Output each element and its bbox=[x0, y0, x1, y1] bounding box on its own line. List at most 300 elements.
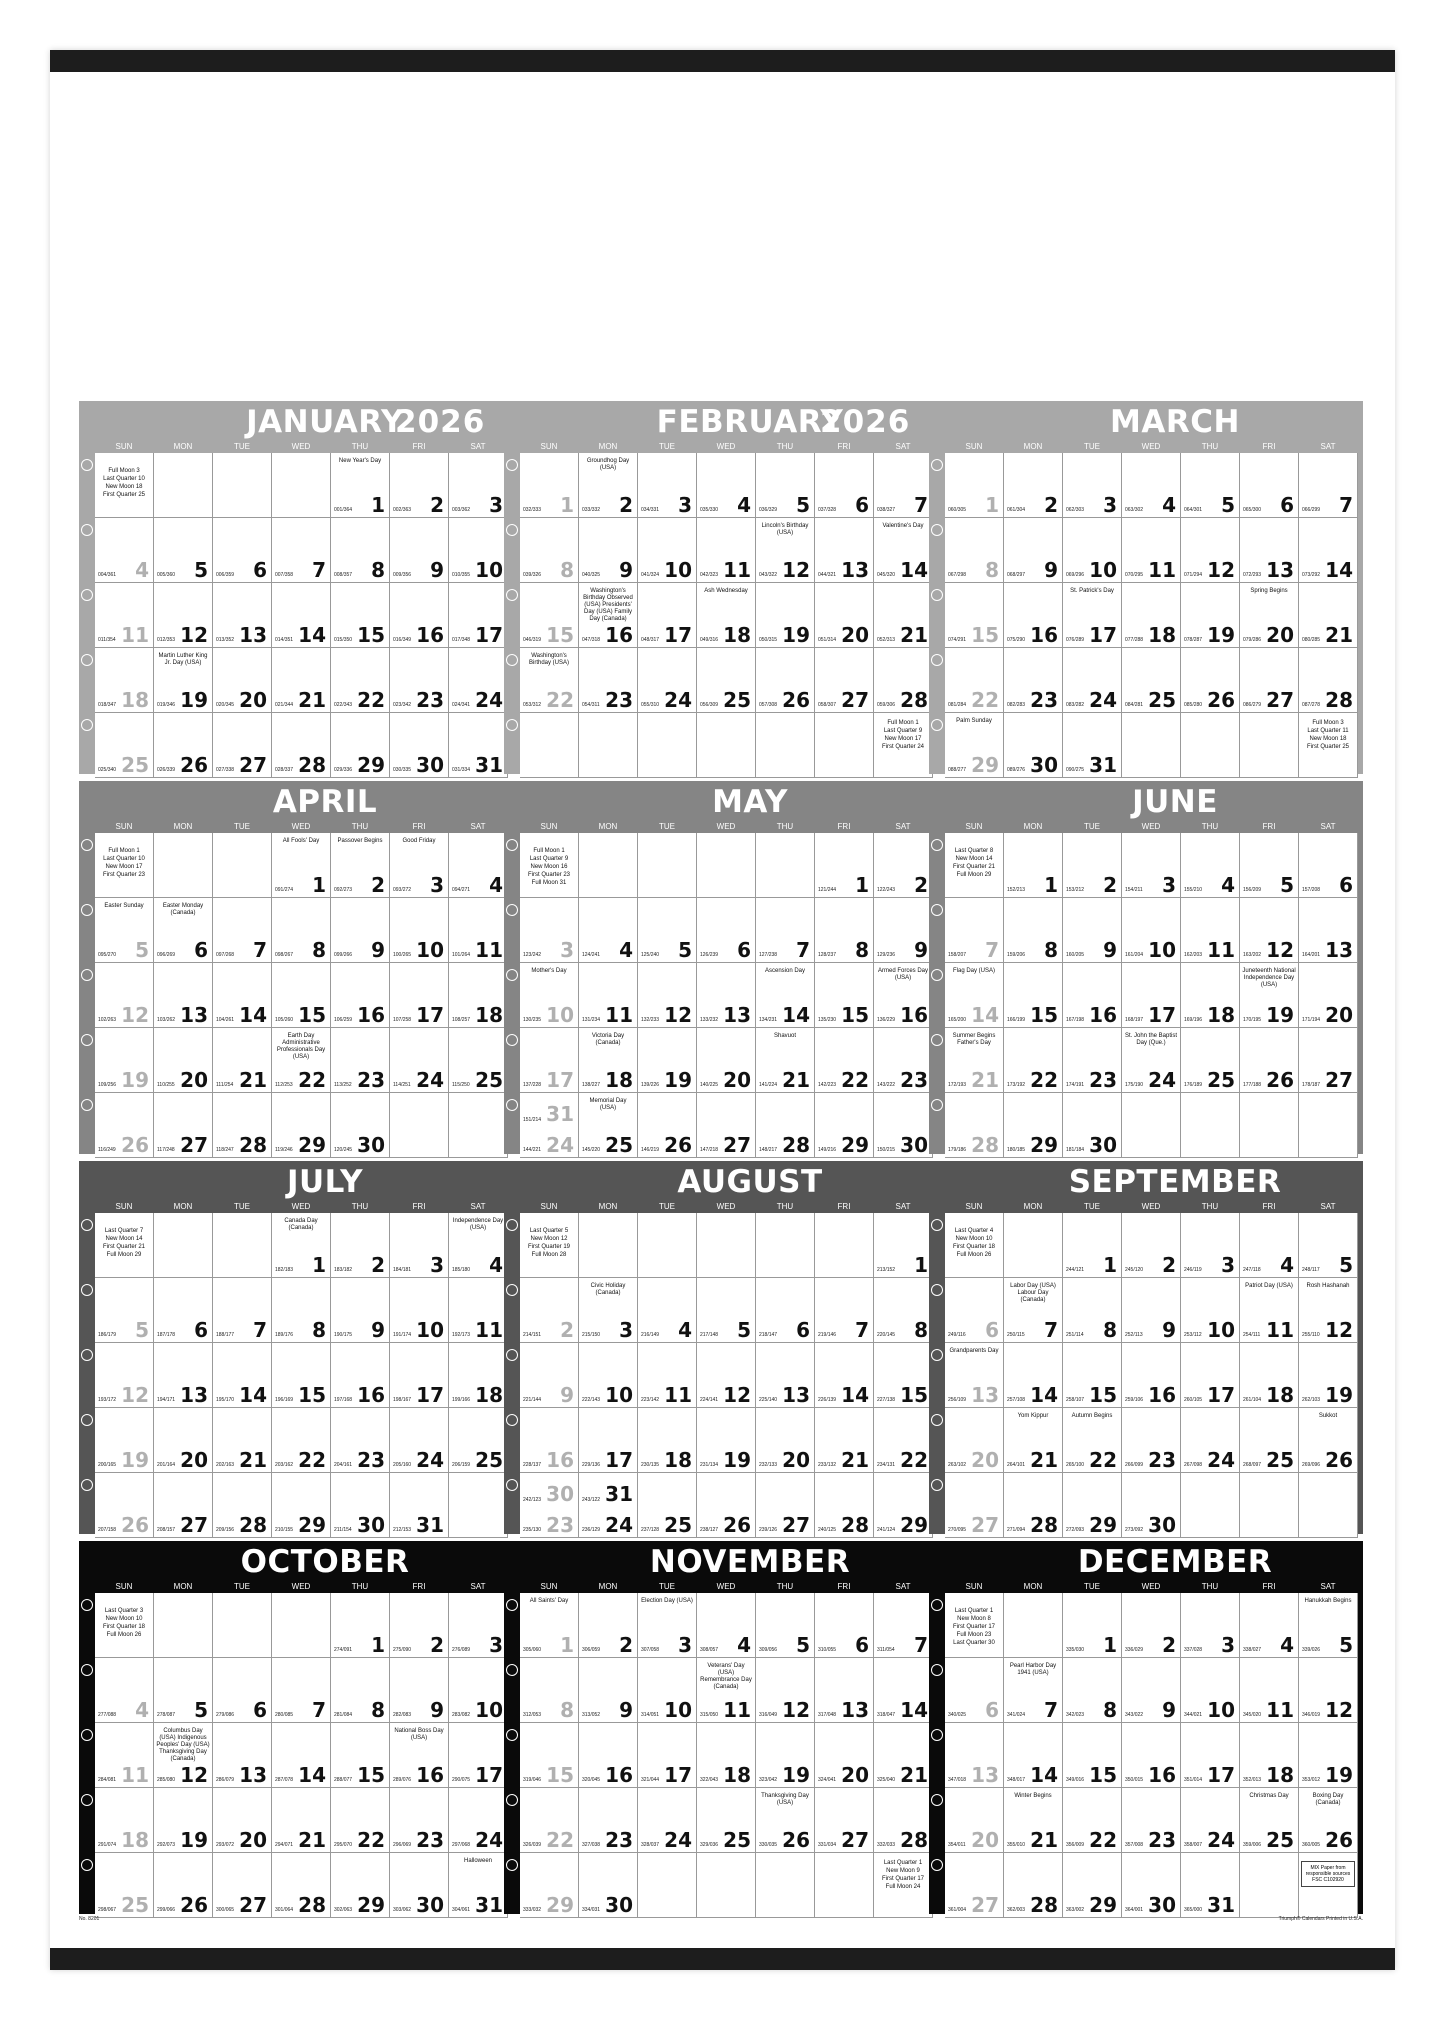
day-of-year: 166/199 bbox=[1007, 1017, 1026, 1023]
day-cell bbox=[874, 1853, 933, 1918]
day-of-year: 168/197 bbox=[1125, 1017, 1144, 1023]
day-cell bbox=[638, 518, 697, 583]
binding-hole-icon bbox=[506, 654, 518, 666]
day-of-year: 007/358 bbox=[275, 572, 294, 578]
day-number: 2 bbox=[914, 873, 928, 897]
day-cell bbox=[520, 1408, 579, 1473]
day-of-year: 111/254 bbox=[216, 1082, 234, 1088]
day-number: 10 bbox=[475, 558, 503, 582]
day-of-year: 353/012 bbox=[1302, 1777, 1321, 1783]
year-grid bbox=[79, 401, 1363, 1922]
holiday-label: St. Patrick's Day bbox=[1070, 588, 1114, 594]
day-of-year: 152/213 bbox=[1007, 887, 1026, 893]
day-of-year: 331/034 bbox=[818, 1842, 837, 1848]
month-title: MAY bbox=[712, 784, 788, 820]
day-of-year: 009/356 bbox=[393, 572, 412, 578]
day-number: 8 bbox=[1044, 938, 1058, 962]
day-cell bbox=[390, 1093, 449, 1158]
day-cell bbox=[1004, 1093, 1063, 1158]
spine-strip bbox=[79, 833, 95, 1154]
day-cell bbox=[95, 1723, 154, 1788]
day-cell bbox=[390, 1723, 449, 1788]
day-of-year: 177/188 bbox=[1243, 1082, 1262, 1088]
day-of-year: 117/248 bbox=[157, 1147, 175, 1153]
holiday-label: Washington's Birthday (USA) bbox=[528, 653, 569, 666]
day-number: 16 bbox=[416, 1763, 444, 1787]
day-of-year: 005/360 bbox=[157, 572, 176, 578]
day-of-year: 026/339 bbox=[157, 767, 176, 773]
holiday-label: Mother's Day bbox=[531, 968, 567, 974]
holiday-label: All Fools' Day bbox=[282, 838, 320, 844]
day-cell bbox=[815, 833, 874, 898]
moon-phases: Last Quarter 3 New Moon 10 First Quarter 18 Full Moon 26 bbox=[102, 1608, 145, 1638]
day-cell bbox=[95, 1853, 154, 1918]
day-number: 9 bbox=[1162, 1318, 1176, 1342]
day-of-year: 320/045 bbox=[582, 1777, 601, 1783]
day-of-year: 031/334 bbox=[452, 767, 471, 773]
day-cell bbox=[154, 1853, 213, 1918]
day-cell bbox=[815, 453, 874, 518]
day-cell bbox=[1122, 1473, 1181, 1538]
day-of-year: 318/047 bbox=[877, 1712, 896, 1718]
day-number: 22 bbox=[546, 688, 574, 712]
holiday-label: New Year's Day bbox=[338, 458, 382, 464]
day-cell bbox=[1240, 1278, 1299, 1343]
month-title: MARCH bbox=[1110, 404, 1240, 440]
day-cell bbox=[1299, 963, 1358, 1028]
day-of-year: 129/236 bbox=[877, 952, 896, 958]
day-of-year: 104/261 bbox=[216, 1017, 235, 1023]
binding-hole-icon bbox=[506, 839, 518, 851]
day-cell bbox=[638, 1788, 697, 1853]
holiday-label: Victoria Day (Canada) bbox=[591, 1033, 625, 1046]
day-cell bbox=[815, 1093, 874, 1158]
day-cell bbox=[1063, 1093, 1122, 1158]
day-cell bbox=[449, 1408, 508, 1473]
year-label: 2026 bbox=[395, 404, 486, 440]
moon-phases: Last Quarter 8 New Moon 14 First Quarter 21 Full Moon 29 bbox=[952, 848, 995, 878]
day-cell bbox=[945, 1343, 1004, 1408]
day-of-year: 018/347 bbox=[98, 702, 117, 708]
day-number: 20 bbox=[782, 1448, 810, 1472]
day-of-year: 006/359 bbox=[216, 572, 235, 578]
day-number: 2 bbox=[371, 1253, 385, 1277]
holiday-label: Easter Monday (Canada) bbox=[162, 903, 204, 916]
day-of-year: 226/139 bbox=[818, 1397, 837, 1403]
weekday-label: THU bbox=[1201, 822, 1219, 831]
day-of-year: 283/082 bbox=[452, 1712, 471, 1718]
spine-strip bbox=[504, 1593, 520, 1914]
holiday-label: Pearl Harbor Day 1941 (USA) bbox=[1009, 1663, 1057, 1676]
day-number: 5 bbox=[135, 1318, 149, 1342]
day-cell bbox=[1181, 963, 1240, 1028]
day-number: 1 bbox=[914, 1253, 928, 1277]
day-of-year: 145/220 bbox=[582, 1147, 601, 1153]
day-of-year: 343/022 bbox=[1125, 1712, 1144, 1718]
binding-hole-icon bbox=[931, 1859, 943, 1871]
day-number: 6 bbox=[253, 1698, 267, 1722]
day-of-year: 358/007 bbox=[1184, 1842, 1203, 1848]
weekday-label: THU bbox=[351, 1202, 369, 1211]
day-cell bbox=[1181, 583, 1240, 648]
binding-hole-icon bbox=[506, 1729, 518, 1741]
day-number: 2 bbox=[1103, 873, 1117, 897]
day-cell bbox=[1063, 1343, 1122, 1408]
day-cell bbox=[95, 453, 154, 518]
day-number: 15 bbox=[971, 623, 999, 647]
day-number: 1 bbox=[1044, 873, 1058, 897]
weekday-label: MON bbox=[1023, 442, 1043, 451]
day-of-year: 235/130 bbox=[523, 1527, 542, 1533]
day-number: 13 bbox=[971, 1383, 999, 1407]
day-of-year: 321/044 bbox=[641, 1777, 660, 1783]
day-cell bbox=[154, 713, 213, 778]
day-cell bbox=[331, 1853, 390, 1918]
day-cell bbox=[638, 453, 697, 518]
day-of-year: 169/196 bbox=[1184, 1017, 1203, 1023]
weekday-label: MON bbox=[598, 1202, 618, 1211]
day-number: 18 bbox=[1266, 1383, 1294, 1407]
day-cell bbox=[1004, 1658, 1063, 1723]
day-of-year: 255/110 bbox=[1302, 1332, 1320, 1338]
month-calendar bbox=[95, 833, 504, 1157]
day-number: 1 bbox=[560, 493, 574, 517]
day-cell bbox=[1181, 1408, 1240, 1473]
day-cell bbox=[945, 1853, 1004, 1918]
day-number: 21 bbox=[971, 1068, 999, 1092]
day-of-year: 352/013 bbox=[1243, 1777, 1262, 1783]
day-cell bbox=[1240, 648, 1299, 713]
day-cell bbox=[1299, 1593, 1358, 1658]
weekday-label: SAT bbox=[895, 822, 911, 831]
day-cell bbox=[874, 833, 933, 898]
spine-strip bbox=[929, 833, 945, 1154]
day-of-year: 322/043 bbox=[700, 1777, 719, 1783]
day-cell bbox=[1240, 1593, 1299, 1658]
day-cell bbox=[815, 1593, 874, 1658]
day-of-year: 355/010 bbox=[1007, 1842, 1026, 1848]
day-cell bbox=[815, 1343, 874, 1408]
day-cell bbox=[520, 583, 579, 648]
day-cell bbox=[756, 1213, 815, 1278]
day-number: 29 bbox=[357, 753, 385, 777]
day-cell bbox=[815, 1658, 874, 1723]
day-cell bbox=[1063, 963, 1122, 1028]
day-number: 30 bbox=[1148, 1893, 1176, 1917]
day-cell bbox=[1181, 1788, 1240, 1853]
day-of-year: 070/295 bbox=[1125, 572, 1144, 578]
day-number: 6 bbox=[194, 938, 208, 962]
day-cell bbox=[638, 898, 697, 963]
day-number: 21 bbox=[782, 1068, 810, 1092]
weekday-label: SAT bbox=[470, 442, 486, 451]
day-of-year: 014/351 bbox=[275, 637, 294, 643]
day-number: 9 bbox=[371, 938, 385, 962]
day-number: 19 bbox=[1266, 1003, 1294, 1027]
holiday-label: All Saints' Day bbox=[529, 1598, 569, 1604]
day-cell bbox=[1122, 1593, 1181, 1658]
day-of-year: 055/310 bbox=[641, 702, 660, 708]
day-number: 23 bbox=[416, 688, 444, 712]
day-number: 3 bbox=[619, 1318, 633, 1342]
day-number: 30 bbox=[1030, 753, 1058, 777]
day-number: 22 bbox=[900, 1448, 928, 1472]
day-of-year: 034/331 bbox=[641, 507, 660, 513]
day-number: 7 bbox=[914, 493, 928, 517]
day-of-year: 113/252 bbox=[334, 1082, 352, 1088]
weekday-label: SUN bbox=[965, 442, 983, 451]
day-cell bbox=[815, 1473, 874, 1538]
day-of-year: 062/303 bbox=[1066, 507, 1085, 513]
month-title: AUGUST bbox=[677, 1164, 823, 1200]
day-of-year: 131/234 bbox=[582, 1017, 601, 1023]
day-of-year: 342/023 bbox=[1066, 1712, 1085, 1718]
day-cell bbox=[390, 1343, 449, 1408]
day-cell bbox=[638, 1473, 697, 1538]
binding-hole-icon bbox=[81, 1794, 93, 1806]
day-cell bbox=[579, 518, 638, 583]
day-number: 14 bbox=[1325, 558, 1353, 582]
day-of-year: 214/151 bbox=[523, 1332, 542, 1338]
day-number: 19 bbox=[1325, 1763, 1353, 1787]
day-number: 8 bbox=[312, 1318, 326, 1342]
day-of-year: 210/155 bbox=[275, 1527, 294, 1533]
day-cell bbox=[1004, 1473, 1063, 1538]
day-number: 9 bbox=[1103, 938, 1117, 962]
day-of-year: 297/068 bbox=[452, 1842, 471, 1848]
day-of-year: 330/035 bbox=[759, 1842, 778, 1848]
day-of-year: 033/332 bbox=[582, 507, 601, 513]
month-title: JANUARY bbox=[246, 404, 404, 440]
day-of-year: 346/019 bbox=[1302, 1712, 1321, 1718]
day-cell bbox=[272, 453, 331, 518]
spine-strip bbox=[79, 1593, 95, 1914]
day-of-year: 280/085 bbox=[275, 1712, 294, 1718]
weekday-label: TUE bbox=[659, 442, 675, 451]
day-of-year: 053/312 bbox=[523, 702, 542, 708]
day-cell bbox=[874, 453, 933, 518]
weekday-label: FRI bbox=[412, 1582, 426, 1591]
day-cell bbox=[1122, 1788, 1181, 1853]
day-cell bbox=[697, 648, 756, 713]
day-of-year: 042/323 bbox=[700, 572, 719, 578]
day-number: 28 bbox=[782, 1133, 810, 1157]
day-of-year: 207/158 bbox=[98, 1527, 117, 1533]
day-cell bbox=[1299, 648, 1358, 713]
day-number: 21 bbox=[239, 1448, 267, 1472]
day-cell bbox=[1063, 518, 1122, 583]
day-cell bbox=[945, 1408, 1004, 1473]
day-cell bbox=[1122, 1028, 1181, 1093]
day-cell bbox=[154, 453, 213, 518]
day-of-year: 332/033 bbox=[877, 1842, 896, 1848]
day-number: 9 bbox=[914, 938, 928, 962]
binding-hole-icon bbox=[81, 904, 93, 916]
day-cell bbox=[1122, 1093, 1181, 1158]
day-cell bbox=[154, 1093, 213, 1158]
day-number: 25 bbox=[1266, 1828, 1294, 1852]
day-of-year: 246/119 bbox=[1184, 1267, 1202, 1273]
day-of-year: 286/079 bbox=[216, 1777, 235, 1783]
day-cell bbox=[1240, 1788, 1299, 1853]
day-of-year: 178/187 bbox=[1302, 1082, 1321, 1088]
day-number: 2 bbox=[560, 1318, 574, 1342]
weekday-label: SAT bbox=[470, 822, 486, 831]
holiday-label: Ash Wednesday bbox=[704, 588, 748, 594]
binding-hole-icon bbox=[931, 1284, 943, 1296]
day-number: 21 bbox=[298, 1828, 326, 1852]
day-cell bbox=[1122, 648, 1181, 713]
day-cell bbox=[154, 898, 213, 963]
day-of-year: 039/326 bbox=[523, 572, 542, 578]
day-of-year: 179/186 bbox=[948, 1147, 967, 1153]
day-of-year: 047/318 bbox=[582, 637, 601, 643]
weekday-label: THU bbox=[1201, 1202, 1219, 1211]
day-of-year: 348/017 bbox=[1007, 1777, 1026, 1783]
day-of-year: 141/224 bbox=[759, 1082, 778, 1088]
day-cell bbox=[756, 1853, 815, 1918]
day-cell bbox=[154, 1343, 213, 1408]
day-number: 26 bbox=[782, 1828, 810, 1852]
day-number: 5 bbox=[1339, 1633, 1353, 1657]
day-cell bbox=[874, 1408, 933, 1473]
day-number: 7 bbox=[985, 938, 999, 962]
day-cell bbox=[213, 453, 272, 518]
day-cell bbox=[1063, 648, 1122, 713]
day-cell bbox=[815, 1213, 874, 1278]
day-number: 17 bbox=[416, 1383, 444, 1407]
day-of-year: 237/128 bbox=[641, 1527, 660, 1533]
day-cell bbox=[154, 833, 213, 898]
day-number: 21 bbox=[239, 1068, 267, 1092]
binding-hole-icon bbox=[506, 1479, 518, 1491]
weekday-label: WED bbox=[1141, 1582, 1161, 1591]
day-of-year: 354/011 bbox=[948, 1842, 966, 1848]
day-number: 8 bbox=[371, 558, 385, 582]
day-cell bbox=[390, 713, 449, 778]
day-number: 15 bbox=[1089, 1763, 1117, 1787]
weekday-label: FRI bbox=[837, 442, 851, 451]
holiday-label: National Boss Day (USA) bbox=[394, 1728, 444, 1741]
day-cell bbox=[331, 1408, 390, 1473]
day-cell bbox=[449, 1788, 508, 1853]
holiday-label: Armed Forces Day (USA) bbox=[877, 968, 928, 981]
day-number: 22 bbox=[1089, 1448, 1117, 1472]
day-cell bbox=[945, 648, 1004, 713]
month-calendar bbox=[95, 453, 504, 777]
day-cell bbox=[520, 453, 579, 518]
day-cell bbox=[638, 583, 697, 648]
day-cell bbox=[1004, 1853, 1063, 1918]
day-number: 28 bbox=[1030, 1513, 1058, 1537]
day-number: 21 bbox=[841, 1448, 869, 1472]
binding-hole-icon bbox=[931, 1479, 943, 1491]
day-cell bbox=[756, 1723, 815, 1788]
day-of-year: 091/274 bbox=[275, 887, 294, 893]
day-cell bbox=[1122, 518, 1181, 583]
day-of-year: 247/118 bbox=[1243, 1267, 1261, 1273]
day-number: 6 bbox=[1339, 873, 1353, 897]
day-number: 8 bbox=[1103, 1698, 1117, 1722]
day-number: 14 bbox=[239, 1383, 267, 1407]
day-number: 18 bbox=[664, 1448, 692, 1472]
day-of-year: 264/101 bbox=[1007, 1462, 1026, 1468]
day-of-year: 281/084 bbox=[334, 1712, 353, 1718]
day-number: 7 bbox=[312, 558, 326, 582]
day-of-year: 063/302 bbox=[1125, 507, 1144, 513]
day-number: 23 bbox=[1030, 688, 1058, 712]
day-of-year: 019/346 bbox=[157, 702, 176, 708]
day-of-year: 305/060 bbox=[523, 1647, 542, 1653]
weekday-label: SUN bbox=[540, 1202, 558, 1211]
day-of-year: 229/136 bbox=[582, 1462, 601, 1468]
day-cell bbox=[579, 833, 638, 898]
weekday-label: TUE bbox=[1084, 822, 1100, 831]
day-cell bbox=[520, 898, 579, 963]
day-of-year: 160/205 bbox=[1066, 952, 1085, 958]
day-of-year: 233/132 bbox=[818, 1462, 837, 1468]
day-of-year: 325/040 bbox=[877, 1777, 896, 1783]
day-of-year: 254/111 bbox=[1243, 1332, 1261, 1338]
day-of-year: 315/050 bbox=[700, 1712, 719, 1718]
day-number: 24 bbox=[416, 1068, 444, 1092]
day-number: 13 bbox=[180, 1383, 208, 1407]
holiday-label: Rosh Hashanah bbox=[1306, 1283, 1350, 1289]
day-number: 17 bbox=[475, 1763, 503, 1787]
day-cell bbox=[272, 833, 331, 898]
day-cell bbox=[520, 713, 579, 778]
day-of-year: 137/228 bbox=[523, 1082, 542, 1088]
binding-hole-icon bbox=[81, 459, 93, 471]
binding-hole-icon bbox=[81, 719, 93, 731]
day-of-year: 296/069 bbox=[393, 1842, 412, 1848]
weekday-label: WED bbox=[291, 1582, 311, 1591]
day-cell bbox=[815, 1788, 874, 1853]
day-of-year: 361/004 bbox=[948, 1907, 967, 1913]
day-of-year: 316/049 bbox=[759, 1712, 778, 1718]
day-of-year: 069/296 bbox=[1066, 572, 1085, 578]
day-of-year: 344/021 bbox=[1184, 1712, 1203, 1718]
day-number: 25 bbox=[121, 1893, 149, 1917]
day-cell bbox=[331, 898, 390, 963]
day-cell bbox=[449, 1473, 508, 1538]
day-of-year: 040/325 bbox=[582, 572, 601, 578]
weekday-label: FRI bbox=[1262, 442, 1276, 451]
day-of-year: 304/061 bbox=[452, 1907, 471, 1913]
day-number: 3 bbox=[430, 873, 444, 897]
day-cell bbox=[756, 713, 815, 778]
day-number: 13 bbox=[971, 1763, 999, 1787]
day-cell bbox=[1063, 1658, 1122, 1723]
weekday-label: TUE bbox=[234, 442, 250, 451]
day-cell bbox=[945, 1028, 1004, 1093]
day-cell bbox=[520, 833, 579, 898]
holiday-label: Boxing Day (Canada) bbox=[1312, 1793, 1344, 1806]
day-of-year: 284/081 bbox=[98, 1777, 117, 1783]
quarter-body bbox=[79, 1213, 1363, 1537]
day-cell bbox=[1181, 1028, 1240, 1093]
holiday-label: Christmas Day bbox=[1249, 1793, 1289, 1799]
weekday-label: SUN bbox=[115, 1582, 133, 1591]
day-number: 22 bbox=[357, 1828, 385, 1852]
day-of-year: 077/288 bbox=[1125, 637, 1144, 643]
day-of-year: 124/241 bbox=[582, 952, 601, 958]
day-cell bbox=[1181, 898, 1240, 963]
quarter-body bbox=[79, 833, 1363, 1157]
weekday-label: MON bbox=[173, 822, 193, 831]
day-number: 23 bbox=[546, 1513, 574, 1537]
moon-phases: Full Moon 1 Last Quarter 10 New Moon 17 First Quarter 23 bbox=[102, 848, 145, 878]
